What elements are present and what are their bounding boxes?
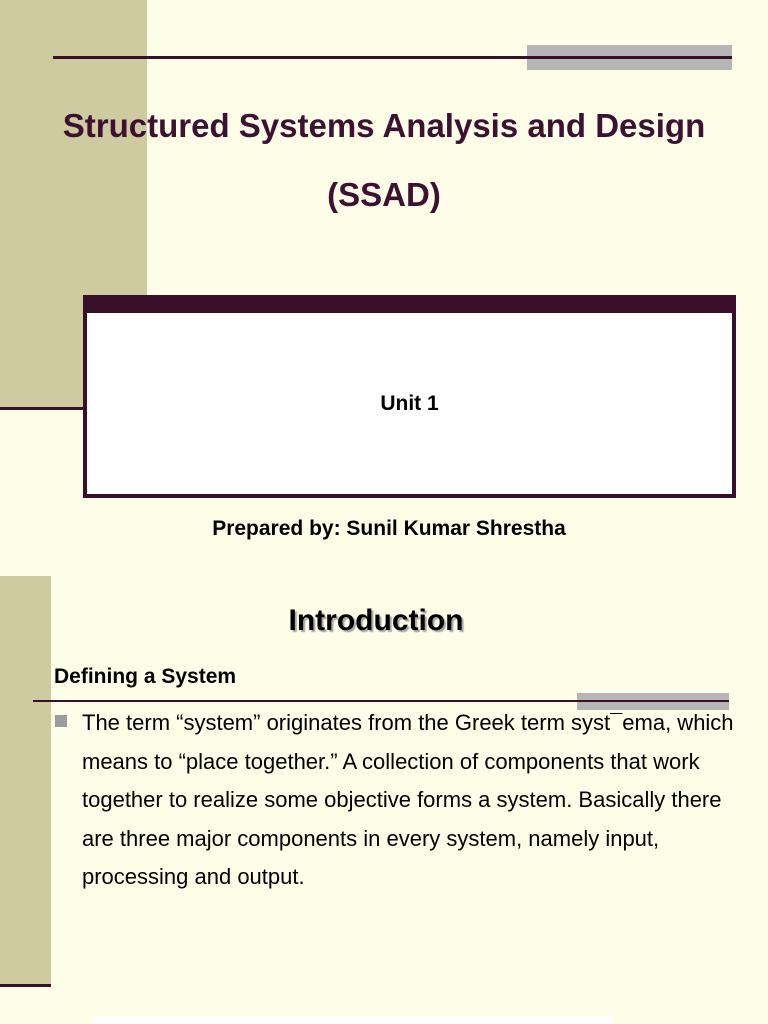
prepared-by-text: Prepared by: Sunil Kumar Shrestha bbox=[212, 517, 566, 540]
introduction-slide bbox=[0, 576, 768, 1024]
slide-heading: Introduction bbox=[288, 604, 464, 637]
bullet-text: The term “system” originates from the Greek term syst¯ema, which means to “place together.” A collection of components that work together to realize some objective forms a system. Basically there are three major components in every system, namely input, processing and output. bbox=[82, 710, 734, 889]
bottom-band bbox=[93, 1016, 613, 1024]
unit-label: Unit 1 bbox=[380, 392, 439, 415]
unit-box bbox=[83, 295, 736, 498]
top-rule-overlay bbox=[527, 56, 732, 59]
bullet-square-icon bbox=[55, 715, 67, 727]
slide-title: Structured Systems Analysis and Design bbox=[62, 107, 706, 144]
heading-rule bbox=[33, 700, 729, 702]
side-accent-underline bbox=[0, 407, 84, 410]
side-accent-underline bbox=[0, 984, 51, 987]
slide-subheading: Defining a System bbox=[54, 665, 237, 688]
slide-title-abbreviation: (SSAD) bbox=[327, 176, 441, 213]
